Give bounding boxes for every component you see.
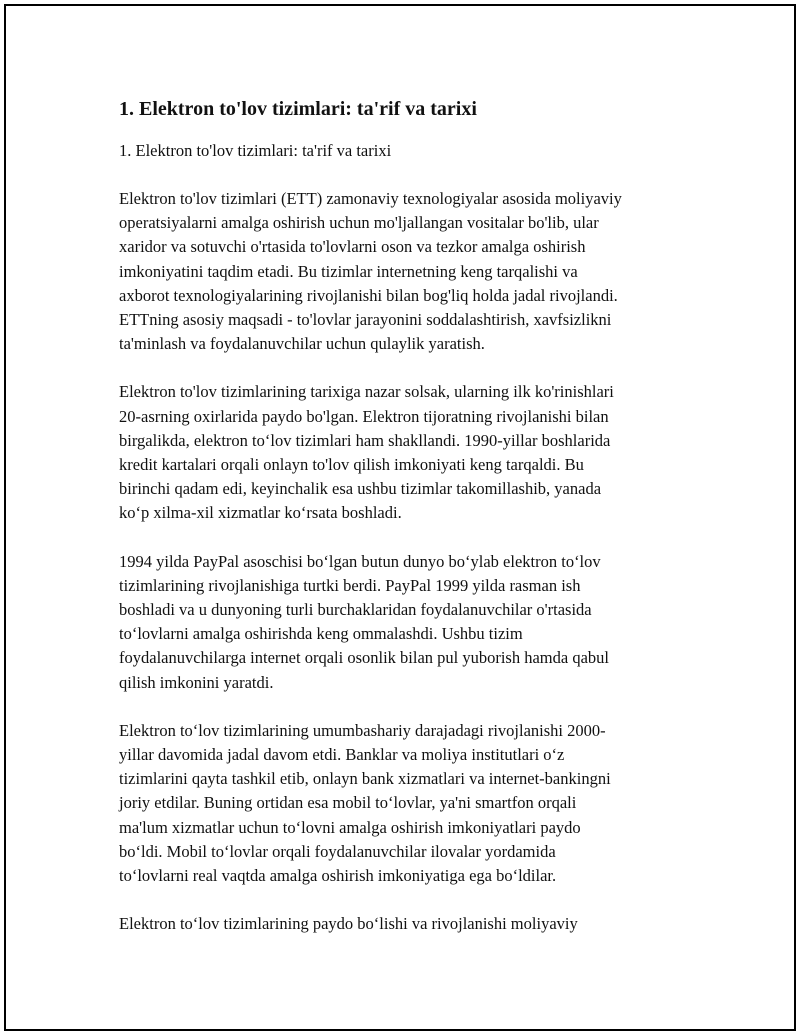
paragraph-conclusion	[119, 912, 699, 936]
paragraph-global-development	[119, 719, 699, 888]
text-line: Elektron to'lov tizimlari (ETT) zamonaviy texnologiyalar asosida moliyaviy	[119, 189, 622, 208]
text-line: 1994 yilda PayPal asoschisi bo‘lgan butun dunyo bo‘ylab elektron to‘lov	[119, 551, 601, 571]
text-line: foydalanuvchilarga internet orqali osonlik bilan pul yuborish hamda qabul	[119, 648, 609, 668]
text-line: axborot texnologiyalarining rivojlanishi bilan bog'liq holda jadal rivojlandi.	[119, 285, 618, 305]
document-heading: 1. Elektron to'lov tizimlari: ta'rif va tarixi	[119, 98, 477, 120]
text-line: joriy etdilar. Buning ortidan esa mobil to‘lovlar, ya'ni smartfon orqali	[119, 793, 577, 813]
text-line: ko‘p xilma-xil xizmatlar ko‘rsata boshladi.	[119, 503, 402, 523]
text-line: imkoniyatini taqdim etadi. Bu tizimlar internetning keng tarqalishi va	[119, 261, 578, 281]
paragraph-history	[119, 380, 699, 525]
text-line: birgalikda, elektron to‘lov tizimlari ham shakllandi. 1990-yillar boshlarida	[119, 430, 611, 450]
paragraph-paypal	[119, 550, 699, 695]
text-line: bo‘ldi. Mobil to‘lovlar orqali foydalanuvchilar ilovalar yordamida	[119, 841, 556, 861]
text-line: tizimlarini qayta tashkil etib, onlayn bank xizmatlari va internet-bankingni	[119, 769, 611, 789]
document-page	[4, 4, 796, 1031]
document-subheading: 1. Elektron to'lov tizimlari: ta'rif va tarixi	[119, 141, 392, 160]
text-line: ETTning asosiy maqsadi - to'lovlar jarayonini soddalashtirish, xavfsizlikni	[119, 310, 612, 330]
text-line: Elektron to‘lov tizimlarining paydo bo‘lishi va rivojlanishi moliyaviy	[119, 914, 578, 934]
text-line: 20-asrning oxirlarida paydo bo'lgan. Elektron tijoratning rivojlanishi bilan	[119, 406, 609, 426]
paragraph-definition	[119, 187, 699, 356]
document-content	[119, 96, 699, 960]
text-line: Elektron to'lov tizimlarining tarixiga nazar solsak, ularning ilk ko'rinishlari	[119, 382, 614, 402]
text-line: ta'minlash va foydalanuvchilar uchun qulaylik yaratish.	[119, 334, 485, 354]
text-line: boshladi va u dunyoning turli burchaklaridan foydalanuvchilar o'rtasida	[119, 600, 592, 620]
text-line: ma'lum xizmatlar uchun to‘lovni amalga oshirish imkoniyatlari paydo	[119, 817, 581, 837]
text-line: yillar davomida jadal davom etdi. Banklar va moliya institutlari o‘z	[119, 745, 565, 765]
text-line: Elektron to‘lov tizimlarining umumbashariy darajadagi rivojlanishi 2000-	[119, 720, 606, 740]
text-line: birinchi qadam edi, keyinchalik esa ushbu tizimlar takomillashib, yanada	[119, 479, 602, 499]
text-line: operatsiyalarni amalga oshirish uchun mo'ljallangan vositalar bo'lib, ular	[119, 213, 599, 233]
text-line: tizimlarining rivojlanishiga turtki berdi. PayPal 1999 yilda rasman ish	[119, 575, 581, 595]
text-line: xaridor va sotuvchi o'rtasida to'lovlarni oson va tezkor amalga oshirish	[119, 237, 586, 257]
text-line: kredit kartalari orqali onlayn to'lov qilish imkoniyati keng tarqaldi. Bu	[119, 455, 584, 475]
text-line: to‘lovlarni amalga oshirishda keng ommalashdi. Ushbu tizim	[119, 624, 523, 644]
text-line: qilish imkonini yaratdi.	[119, 672, 274, 692]
text-line: to‘lovlarni real vaqtda amalga oshirish imkoniyatiga ega bo‘ldilar.	[119, 866, 557, 886]
